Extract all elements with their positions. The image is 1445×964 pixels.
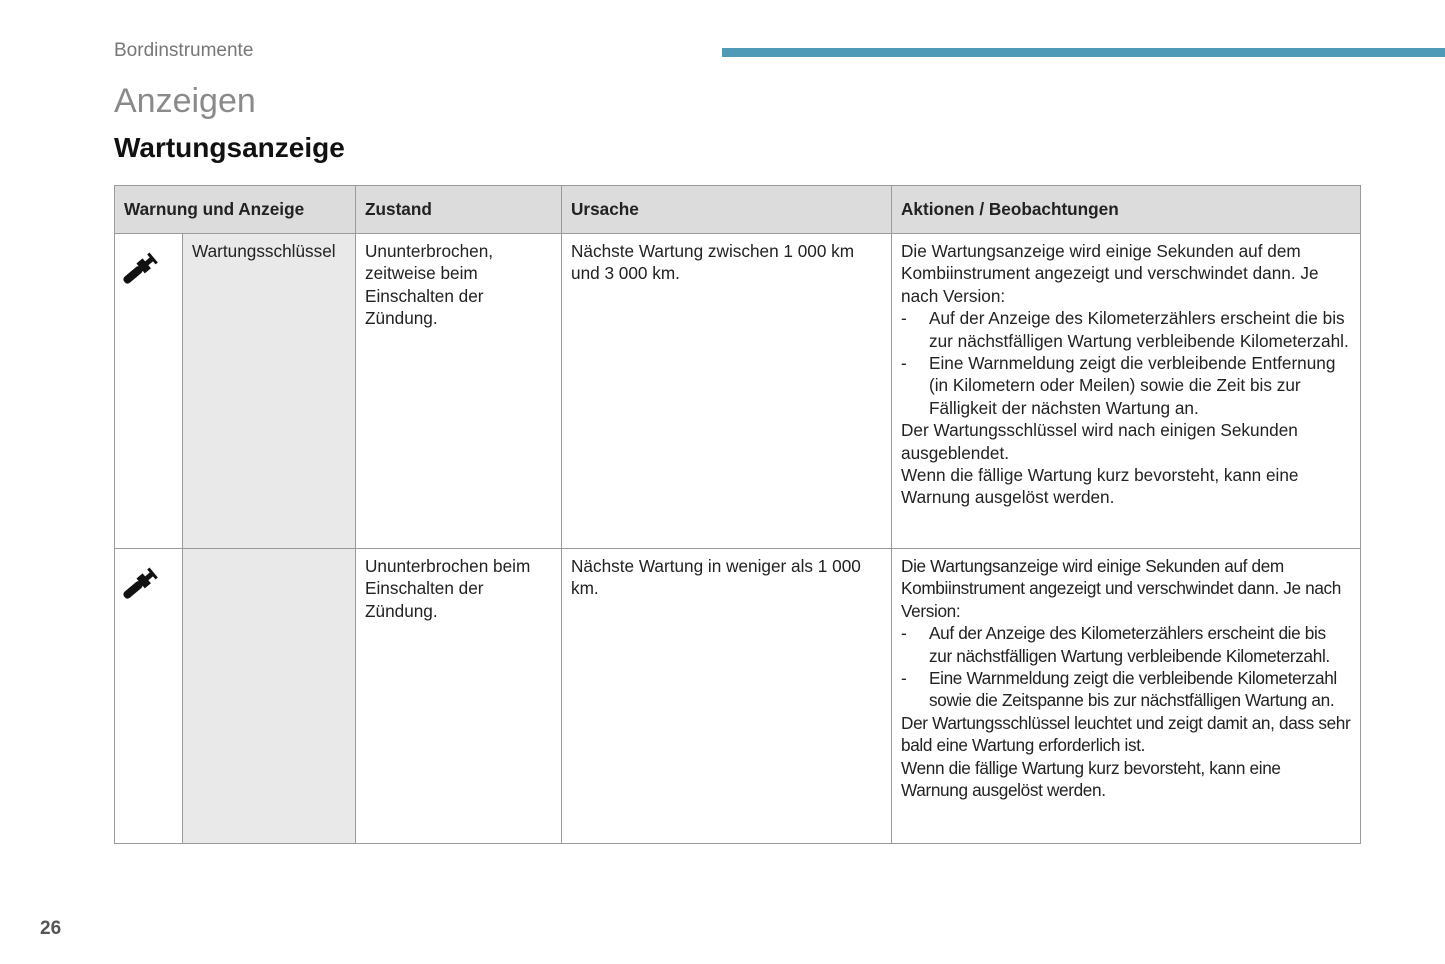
list-item: - Auf der Anzeige des Kilometerzählers erscheint die bis zur nächstfälligen Wartung verbleibende Kilometerzahl. <box>901 622 1351 667</box>
table-row <box>115 234 1361 549</box>
icon-cell <box>115 234 183 549</box>
aktionen-outro: Wenn die fällige Wartung kurz bevorsteht, kann eine Warnung ausgelöst werden. <box>901 757 1281 801</box>
warning-table <box>114 185 1361 844</box>
list-item-text: Eine Warnmeldung zeigt die verbleibende Kilometerzahl sowie die Zeitspanne bis zur nächstfälligen Wartung an. <box>929 668 1337 711</box>
list-item-text: Auf der Anzeige des Kilometerzählers erscheint die bis zur nächstfälligen Wartung verbleibende Kilometerzahl. <box>929 308 1349 351</box>
page-title: Anzeigen <box>114 82 256 120</box>
column-header-warnung: Warnung und Anzeige <box>115 186 356 234</box>
wrench-icon <box>115 565 161 605</box>
aktionen-intro: Die Wartungsanzeige wird einige Sekunden auf dem Kombiinstrument angezeigt und verschwindet dann. Je nach Version: <box>901 241 1319 306</box>
aktionen-outro: Der Wartungsschlüssel wird nach einigen Sekunden ausgeblendet. <box>901 420 1298 463</box>
page-number: 26 <box>40 918 62 939</box>
section-label: Bordinstrumente <box>114 40 254 61</box>
list-item: - Eine Warnmeldung zeigt die verbleibende Entfernung (in Kilometern oder Meilen) sowie die Zeit bis zur Fälligkeit der nächsten Wartung an. <box>901 352 1351 419</box>
column-header-zustand: Zustand <box>356 186 562 234</box>
zustand-cell: Ununterbrochen, zeitweise beim Einschalten der Zündung. <box>356 234 562 549</box>
ursache-cell: Nächste Wartung zwischen 1 000 km und 3 000 km. <box>562 234 892 549</box>
list-item: - Auf der Anzeige des Kilometerzählers erscheint die bis zur nächstfälligen Wartung verbleibende Kilometerzahl. <box>901 307 1351 352</box>
table-row <box>115 549 1361 844</box>
column-header-aktionen: Aktionen / Beobachtungen <box>892 186 1361 234</box>
ursache-cell: Nächste Wartung in weniger als 1 000 km. <box>562 549 892 844</box>
column-header-ursache: Ursache <box>562 186 892 234</box>
table-header-row <box>115 186 1361 234</box>
wrench-icon <box>115 250 161 290</box>
header-accent-bar <box>722 48 1445 57</box>
aktionen-cell <box>892 234 1361 549</box>
list-item-text: Eine Warnmeldung zeigt die verbleibende Entfernung (in Kilometern oder Meilen) sowie die Zeit bis zur Fälligkeit der nächsten Wartung an. <box>929 353 1336 418</box>
indicator-label <box>183 549 356 844</box>
aktionen-outro: Wenn die fällige Wartung kurz bevorsteht, kann eine Warnung ausgelöst werden. <box>901 465 1299 508</box>
list-item: - Eine Warnmeldung zeigt die verbleibende Kilometerzahl sowie die Zeitspanne bis zur nächstfälligen Wartung an. <box>901 667 1351 712</box>
aktionen-intro: Die Wartungsanzeige wird einige Sekunden auf dem Kombiinstrument angezeigt und verschwindet dann. Je nach Version: <box>901 556 1341 621</box>
icon-cell <box>115 549 183 844</box>
list-item-text: Auf der Anzeige des Kilometerzählers erscheint die bis zur nächstfälligen Wartung verbleibende Kilometerzahl. <box>929 623 1330 666</box>
zustand-cell: Ununterbrochen beim Einschalten der Zündung. <box>356 549 562 844</box>
aktionen-outro: Der Wartungsschlüssel leuchtet und zeigt damit an, dass sehr bald eine Wartung erforderlich ist. <box>901 712 1351 756</box>
indicator-label: Wartungsschlüssel <box>183 234 356 549</box>
page-subtitle: Wartungsanzeige <box>114 132 345 163</box>
aktionen-cell <box>892 549 1361 844</box>
